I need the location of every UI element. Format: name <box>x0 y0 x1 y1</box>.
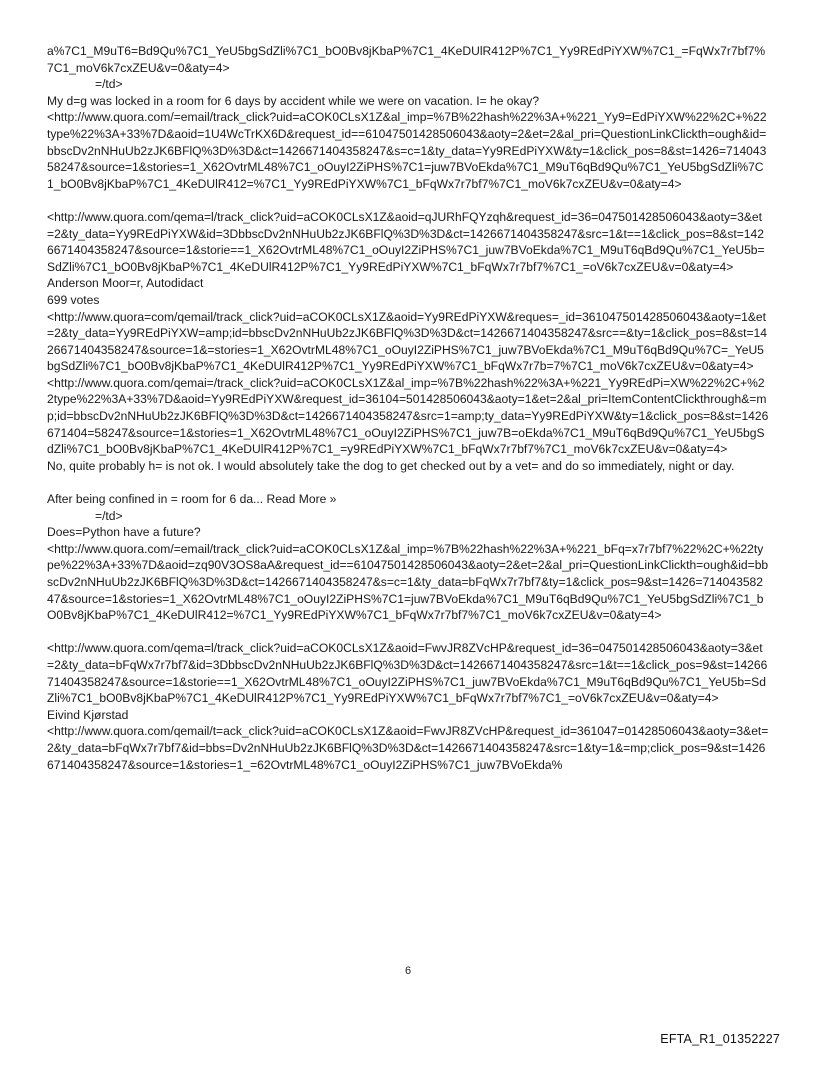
tracking-url-line: <http://www.quora.com/qemai=/track_click?uid=aCOK0CLsX1Z&al_imp=%7B%22hash%22%3A+%221_Yy9REdPi=XW%22%2C+%22type%22%3A+33%7D&aoid=Yy9REdPiYXW&request_id=36104=501428506043&aoty=1&et=2&al_pri=ItemContentClickthrough&=mp;id=bbscDv2nNHuUb2zJK6BFlQ%3D%3D&ct=1426671404358247&src=1=amp;ty_data=Yy9REdPiYXW&ty=1&click_pos=8&st=1426671404=58247&source=1&stories=1_X62OvtrML48%7C1_oOuyI2ZiPHS%7C1_juw7B=oEkda%7C1_M9uT6qBd9Qu%7C1_YeU5bgSdZli%7C1_bO0Bv8jKbaP%7C1_4KeDUlR412P%7C1_=y9REdPiYXW%7C1_bFqWx7r7bf7%7C1_moV6k7cxZEU&v=0&aty=4> <box>47 375 769 457</box>
email-body-text <box>47 43 769 773</box>
text-line: Eivind Kjørstad <box>47 707 129 722</box>
html-fragment-line: =/td> <box>95 508 123 523</box>
html-fragment-line: =/td> <box>95 77 123 92</box>
tracking-url-line: <http://www.quora.com/=email/track_click?uid=aCOK0CLsX1Z&al_imp=%7B%22hash%22%3A+%221_bFq=x7r7bf7%22%2C+%22type%22%3A+33%7D&aoid=zq90V3OS8aA&request_id==61047501428506043&aoty=2&et=2&al_pri=QuestionLinkClickth=ough&id=bbscDv2nNHuUb2zJK6BFlQ%3D%3D&ct=1426671404358247&s=c=1&ty_data=bFqWx7r7bf7&ty=1&click_pos=9&st=1426=71404358247&source=1&stories=1_X62OvtrML48%7C1_oOuyI2ZiPHS%7C1=juw7BVoEkda%7C1_M9uT6qBd9Qu%7C1_YeU5bgSdZli%7C1_bO0Bv8jKbaP%7C1_4KeDUlR412=%7C1_Yy9REdPiYXW%7C1_bFqWx7r7bf7%7C1_moV6k7cxZEU&v=0&aty=4> <box>47 541 769 623</box>
blank-line <box>47 474 769 491</box>
blank-line <box>47 624 769 641</box>
tracking-url-line: <http://www.quora=com/qemail/track_click?uid=aCOK0CLsX1Z&aoid=Yy9REdPiYXW&reques=_id=361047501428506043&aoty=1&et=2&ty_data=Yy9REdPiYXW=amp;id=bbscDv2nNHuUb2zJK6BFlQ%3D%3D&ct=1426671404358247&src==&ty=1&click_pos=8&st=1426671404358247&source=1&=stories=1_X62OvtrML48%7C1_oOuyI2ZiPHS%7C1_juw7BVoEkda%7C1_M9uT6qBd9Qu%7C=_YeU5bgSdZli%7C1_bO0Bv8jKbaP%7C1_4KeDUlR412P%7C1_Yy9REdPiYXW%7C1_bFqWx7r7b=7%7C1_moV6k7cxZEU&v=0&aty=4> <box>47 309 768 374</box>
tracking-url-line: <http://www.quora.com/qema=l/track_click?uid=aCOK0CLsX1Z&aoid=qJURhFQYzqh&request_id=36=047501428506043&aoty=3&et=2&ty_data=Yy9REdPiYXW&id=3DbbscDv2nNHuUb2zJK6BFlQ%3D%3D&ct=1426671404358247&src=1&t==1&click_pos=8&st=1426671404358247&source=1&storie==1_X62OvtrML48%7C1_oOuyI2ZiPHS%7C1_juw7BVoEkda%7C1_M9uT6qBd9Qu%7C1_YeU5b=SdZli%7C1_bO0Bv8jKbaP%7C1_4KeDUlR412P%7C1_Yy9REdPiYXW%7C1_bFqWx7r7bf7%7C1_=oV6k7cxZEU&v=0&aty=4> <box>47 209 765 274</box>
text-line: My d=g was locked in a room for 6 days by accident while we were on vacation. I= he okay? <box>47 93 540 108</box>
text-line: 699 votes <box>47 292 100 307</box>
tracking-url-line: <http://www.quora.com/=email/track_click?uid=aCOK0CLsX1Z&al_imp=%7B%22hash%22%3A+%221_Yy9=EdPiYXW%22%2C+%22type%22%3A+33%7D&aoid=1U4WcTrKX6D&request_id==61047501428506043&aoty=2&et=2&al_pri=QuestionLinkClickth=ough&id=bbscDv2nNHuUb2zJK6BFlQ%3D%3D&ct=1426671404358247&s=c=1&ty_data=Yy9REdPiYXW&ty=1&click_pos=8&st=1426=71404358247&source=1&stories=1_X62OvtrML48%7C1_oOuyI2ZiPHS%7C1=juw7BVoEkda%7C1_M9uT6qBd9Qu%7C1_YeU5bgSdZli%7C1_bO0Bv8jKbaP%7C1_4KeDUlR412=%7C1_Yy9REdPiYXW%7C1_bFqWx7r7bf7%7C1_moV6k7cxZEU&v=0&aty=4> <box>47 110 767 191</box>
text-line: After being confined in = room for 6 da... Read More » <box>47 492 337 507</box>
page-number: 6 <box>404 965 412 977</box>
tracking-url-line: <http://www.quora.com/qemail/t=ack_click?uid=aCOK0CLsX1Z&aoid=FwvJR8ZVcHP&request_id=361047=01428506043&aoty=3&et=2&ty_data=bFqWx7r7bf7&id=bbs=Dv2nNHuUb2zJK6BFlQ%3D%3D&ct=1426671404358247&src=1&ty=1&=mp;click_pos=9&st=1426671404358247&source=1&stories=1_=62OvtrML48%7C1_oOuyI2ZiPHS%7C1_juw7BVoEkda% <box>47 724 769 772</box>
text-line: Anderson Moor=r, Autodidact <box>47 276 204 291</box>
blank-line <box>47 192 769 209</box>
document-id-stamp: EFTA_R1_01352227 <box>660 1032 780 1046</box>
text-line: Does=Python have a future? <box>47 525 201 540</box>
tracking-url-line: <http://www.quora.com/qema=l/track_click?uid=aCOK0CLsX1Z&aoid=FwvJR8ZVcHP&request_id=36=047501428506043&aoty=3&et=2&ty_data=bFqWx7r7bf7&id=3DbbscDv2nNHuUb2zJK6BFlQ%3D%3D&ct=1426671404358247&src=1&t==1&click_pos=9&st=1426671404358247&source=1&storie==1_X62OvtrML48%7C1_oOuyI2ZiPHS%7C1_juw7BVoEkda%7C1_M9uT6qBd9Qu%7C1_YeU5b=SdZli%7C1_bO0Bv8jKbaP%7C1_4KeDUlR412P%7C1_Yy9REdPiYXW%7C1_bFqWx7r7bf7%7C1_=oV6k7cxZEU&v=0&aty=4> <box>47 641 768 706</box>
tracking-url-line: a%7C1_M9uT6=Bd9Qu%7C1_YeU5bgSdZli%7C1_bO0Bv8jKbaP%7C1_4KeDUlR412P%7C1_Yy9REdPiYXW%7C1_=FqWx7r7bf7%7C1_moV6k7cxZEU&v=0&aty=4> <box>47 44 766 75</box>
text-line: No, quite probably h= is not ok. I would absolutely take the dog to get checked out by a vet= and do so immediately, night or day. <box>47 458 735 473</box>
